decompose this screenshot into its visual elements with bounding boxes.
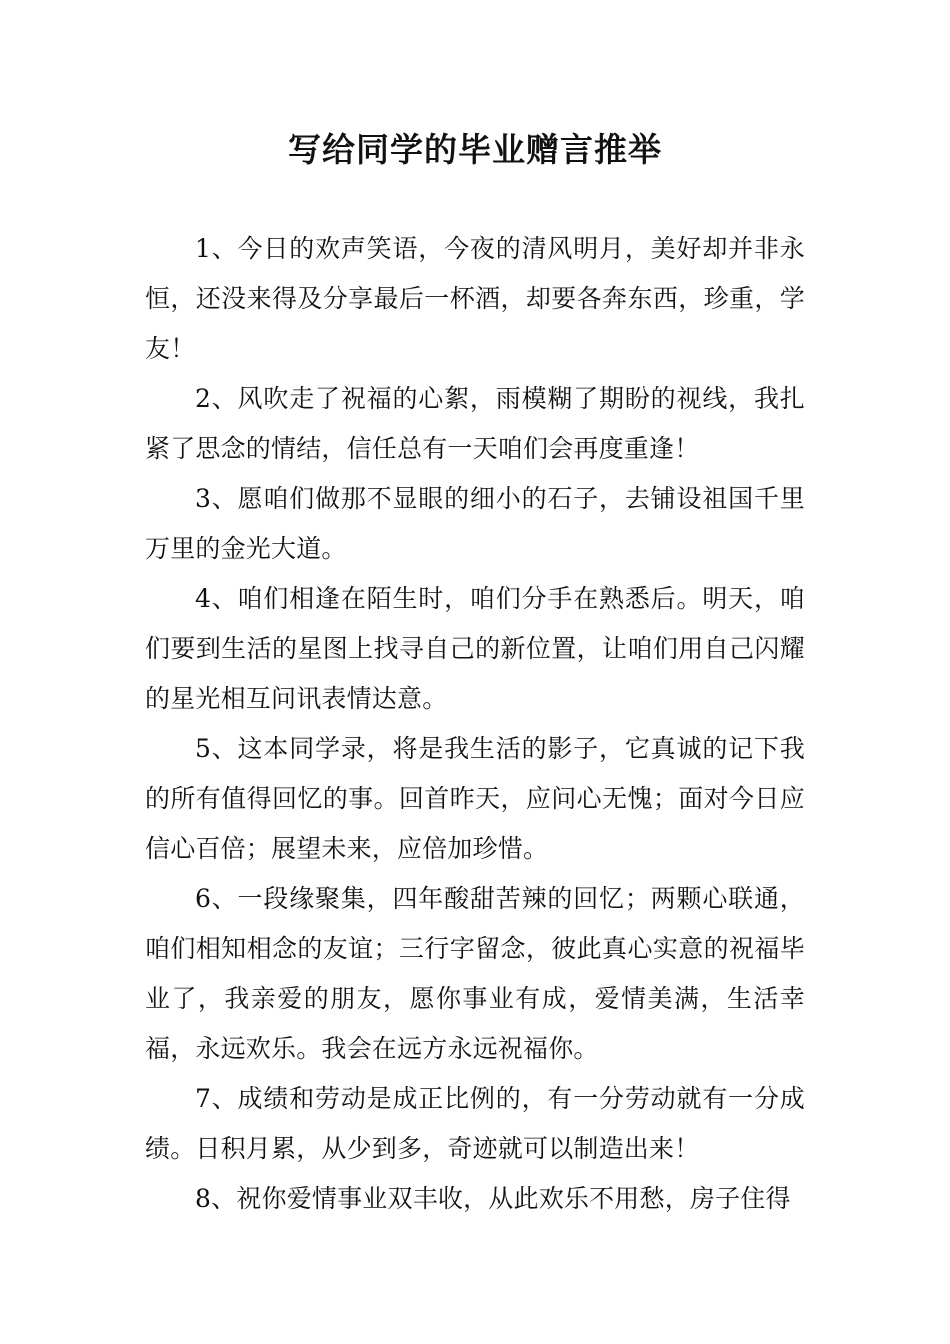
- paragraph-3: 3、愿咱们做那不显眼的细小的石子，去铺设祖国千里万里的金光大道。: [145, 484, 805, 563]
- document-body: [145, 224, 805, 1224]
- paragraph-8: 8、祝你爱情事业双丰收，从此欢乐不用愁，房子住得: [195, 1184, 791, 1213]
- document-title: 写给同学的毕业赠言推举: [288, 130, 662, 169]
- paragraph-7: 7、成绩和劳动是成正比例的，有一分劳动就有一分成绩。日积月累，从少到多，奇迹就可以制造出来！: [145, 1084, 805, 1163]
- paragraph-5: 5、这本同学录，将是我生活的影子，它真诚的记下我的所有值得回忆的事。回首昨天，应问心无愧；面对今日应信心百倍；展望未来，应倍加珍惜。: [145, 734, 805, 863]
- paragraph-4: 4、咱们相逢在陌生时，咱们分手在熟悉后。明天，咱们要到生活的星图上找寻自己的新位置，让咱们用自己闪耀的星光相互问讯表情达意。: [145, 584, 805, 713]
- paragraph-6: 6、一段缘聚集，四年酸甜苦辣的回忆；两颗心联通，咱们相知相念的友谊；三行字留念，彼此真心实意的祝福毕业了，我亲爱的朋友，愿你事业有成，爱情美满，生活幸福，永远欢乐。我会在远方永远祝福你。: [145, 884, 805, 1063]
- paragraph-1: 1、今日的欢声笑语，今夜的清风明月，美好却并非永恒，还没来得及分享最后一杯酒，却要各奔东西，珍重，学友！: [145, 234, 805, 363]
- paragraph-2: 2、风吹走了祝福的心絮，雨模糊了期盼的视线，我扎紧了思念的情结，信任总有一天咱们会再度重逢！: [145, 384, 805, 463]
